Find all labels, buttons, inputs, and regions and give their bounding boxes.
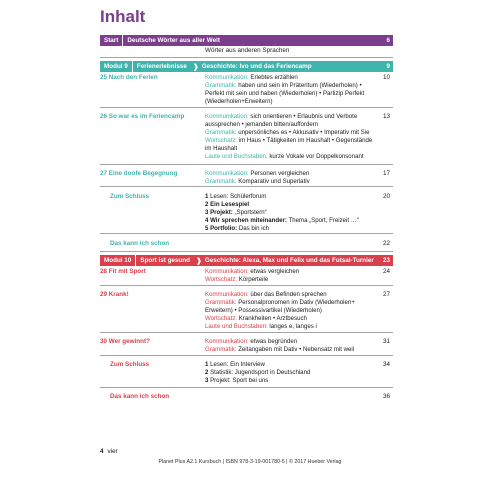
divider: [100, 387, 393, 388]
divider: [100, 285, 393, 286]
entry-page: 31: [382, 338, 390, 345]
entry-description: [205, 291, 375, 331]
entry-page: 10: [382, 74, 390, 81]
description-line: [205, 291, 375, 299]
divider: [100, 164, 393, 165]
description-keyword: Grammatik:: [205, 178, 237, 185]
description-text: langes e, langes i: [267, 323, 317, 330]
description-keyword: Grammatik:: [205, 299, 237, 306]
description-text: etwas begründen: [248, 338, 298, 345]
description-keyword: Kommunikation:: [205, 338, 249, 345]
entry-description: [205, 193, 375, 233]
description-keyword: Grammatik:: [205, 129, 237, 136]
description-text: Das bin ich: [237, 225, 270, 232]
entry-title: 30 Wer gewinnt?: [100, 338, 150, 345]
divider: [100, 107, 393, 108]
modul9-page: 9: [386, 63, 390, 70]
description-keyword: 2 Ein Lesespiel: [205, 201, 250, 208]
description-keyword: Kommunikation:: [205, 170, 249, 177]
entry-title: 29 Krank!: [100, 291, 129, 298]
description-line: [205, 315, 375, 323]
description-line: [205, 145, 375, 153]
description-line: [205, 361, 375, 369]
entry-page: 27: [382, 291, 390, 298]
description-keyword: Wortschatz:: [205, 137, 238, 144]
description-keyword: 4 Wir sprechen miteinander:: [205, 217, 287, 224]
start-label: Start: [104, 37, 119, 44]
description-text: etwas vergleichen: [248, 268, 300, 275]
entry-page: 24: [382, 268, 390, 275]
description-line: [205, 137, 375, 145]
description-line: [205, 98, 375, 106]
description-line: [205, 193, 375, 201]
description-keyword: Grammatik:: [205, 82, 237, 89]
description-line: [205, 129, 375, 137]
modul9-bar: [100, 61, 393, 72]
modul9-label: Modul 9: [104, 63, 128, 70]
description-text: Lesen: Ein Interview: [208, 361, 265, 368]
description-keyword: Kommunikation:: [205, 268, 249, 275]
description-line: [205, 74, 375, 82]
description-line: [205, 82, 375, 90]
divider: [100, 332, 393, 333]
entry-title: Das kann ich schon: [110, 240, 170, 247]
description-line: [205, 209, 375, 217]
entry-title: 26 So war es im Feriencamp: [100, 113, 185, 120]
description-line: [205, 377, 375, 385]
description-keyword: 3: [205, 377, 209, 384]
description-text: Personen vergleichen: [248, 170, 310, 177]
description-text: Körperteile: [237, 276, 269, 283]
description-keyword: 1: [205, 193, 209, 200]
description-text: Zeitangaben mit Dativ • Nebensatz mit weil: [236, 346, 355, 353]
modul10-name: Sport ist gesund: [140, 257, 190, 264]
description-line: [205, 338, 375, 346]
entry-title: 25 Nach den Ferien: [100, 74, 158, 81]
description-line: [205, 346, 375, 354]
imprint: Planet Plus A2.1 Kursbuch | ISBN 978-3-19-001780-5 | © 2017 Hueber Verlag: [158, 459, 342, 465]
description-text: im Haus • Tätigkeiten im Haushalt • Gegenstände: [237, 137, 373, 144]
description-text: sich orientieren • Erlaubnis und Verbote: [248, 113, 358, 120]
page-number-digit: 4: [100, 448, 104, 455]
entry-page: 20: [382, 193, 390, 200]
entry-page: 36: [382, 393, 390, 400]
description-text: unpersönliches es • Akkusativ • Imperativ mit Sie: [236, 129, 370, 136]
start-subtitle: Wörter aus anderen Sprachen: [205, 47, 290, 54]
start-bar: [100, 35, 393, 46]
page-number-word: vier: [107, 448, 118, 455]
divider: [100, 251, 393, 252]
description-line: [205, 121, 375, 129]
divider: [100, 355, 393, 356]
description-line: [205, 225, 375, 233]
description-line: [205, 201, 375, 209]
description-line: [205, 178, 375, 186]
entry-description: [205, 113, 375, 161]
description-keyword: 1: [205, 361, 209, 368]
entry-description: [205, 74, 375, 106]
description-text: aussprechen • jemanden bitten/auffordern: [205, 121, 319, 128]
entry-description: [205, 268, 375, 284]
entry-description: [205, 361, 375, 385]
description-keyword: Kommunikation:: [205, 74, 249, 81]
entry-title: Zum Schluss: [110, 361, 150, 368]
description-text: „Sportstern“: [232, 209, 267, 216]
page-title: Inhalt: [100, 7, 146, 26]
start-page: 6: [386, 37, 390, 44]
description-keyword: 3 Projekt:: [205, 209, 233, 216]
entry-page: 13: [382, 113, 390, 120]
description-line: [205, 299, 375, 307]
description-keyword: 2: [205, 369, 209, 376]
description-keyword: Laute und Buchstaben:: [205, 153, 268, 160]
description-text: Erweitern) • Possessivartikel (Wiederholen): [205, 307, 322, 314]
description-line: [205, 369, 375, 377]
description-text: Erlebtes erzählen: [248, 74, 298, 81]
description-line: [205, 90, 375, 98]
entry-description: [205, 170, 375, 186]
modul9-name: Ferienerlebnisse: [136, 63, 187, 70]
description-line: [205, 323, 375, 331]
description-text: Perfekt mit sein und haben (Wiederholen) • Partizip Perfekt: [205, 90, 365, 97]
modul10-page: 23: [382, 257, 390, 264]
description-keyword: 5 Portfolio:: [205, 225, 238, 232]
modul10-story: Geschichte: Alexa, Max und Felix und das Futsal-Turnier: [204, 257, 374, 264]
entry-page: 22: [382, 240, 390, 247]
description-text: Statistik: Jugendsport in Deutschland: [208, 369, 311, 376]
entry-page: 17: [382, 170, 390, 177]
divider: [100, 186, 393, 187]
entry-title: Das kann ich schon: [110, 393, 170, 400]
description-keyword: Kommunikation:: [205, 113, 249, 120]
description-line: [205, 153, 375, 161]
modul10-bar: [100, 255, 393, 266]
entry-title: 28 Fit mit Sport: [100, 268, 146, 275]
description-text: über das Befinden sprechen: [248, 291, 327, 298]
start-title: Deutsche Wörter aus aller Welt: [127, 37, 220, 44]
modul10-label: Modul 10: [104, 257, 132, 264]
divider: [100, 233, 393, 234]
description-line: [205, 276, 375, 284]
description-line: [205, 170, 375, 178]
modul9-story: Geschichte: Ivo und das Feriencamp: [201, 63, 312, 70]
entry-page: 34: [382, 361, 390, 368]
description-keyword: Laute und Buchstaben:: [205, 323, 268, 330]
entry-title: Zum Schluss: [110, 193, 150, 200]
description-keyword: Kommunikation:: [205, 291, 249, 298]
entry-description: [205, 338, 375, 354]
entry-title: 27 Eine doofe Begegnung: [100, 170, 178, 177]
description-line: [205, 307, 375, 315]
description-text: haben und sein im Präteritum (Wiederholen) •: [236, 82, 362, 89]
description-text: kurze Vokale vor Doppelkonsonant: [267, 153, 364, 160]
chevron-right-icon: ❱: [195, 257, 202, 265]
description-line: [205, 113, 375, 121]
description-line: [205, 217, 375, 225]
description-line: [205, 268, 375, 276]
description-text: im Haushalt: [205, 145, 238, 152]
description-text: Personalpronomen im Dativ (Wiederholen+: [236, 299, 355, 306]
description-keyword: Grammatik:: [205, 346, 237, 353]
chevron-right-icon: ❱: [192, 63, 199, 71]
description-text: Komparativ und Superlativ: [236, 178, 310, 185]
description-keyword: Wortschatz:: [205, 276, 238, 283]
description-text: Lesen: Schülerforum: [208, 193, 267, 200]
description-text: (Wiederholen+Erweitern): [205, 98, 273, 105]
description-text: Thema „Sport, Freizeit …“: [286, 217, 359, 224]
description-keyword: Wortschatz:: [205, 315, 238, 322]
description-text: Projekt: Sport bei uns: [208, 377, 269, 384]
page-number: [100, 448, 118, 455]
description-text: Krankheiten • Arztbesuch: [237, 315, 307, 322]
